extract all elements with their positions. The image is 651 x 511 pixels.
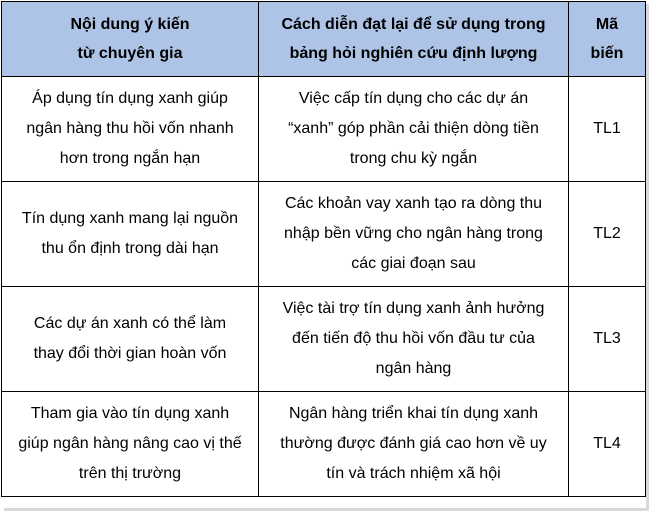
variable-code-cell <box>569 77 646 182</box>
header-variable-code <box>569 2 646 77</box>
rephrased-item-text: Việc cấp tín dụng cho các dự án “xanh” góp phần cải thiện dòng tiền trong chu kỳ ngắn <box>288 90 539 167</box>
table-row <box>2 392 646 497</box>
expert-opinion-text: Tham gia vào tín dụng xanh giúp ngân hàng nâng cao vị thế trên thị trường <box>18 405 242 482</box>
rephrased-item-cell <box>259 77 569 182</box>
variable-code-cell <box>569 182 646 287</box>
table-row <box>2 287 646 392</box>
table-row <box>2 182 646 287</box>
rephrased-item-text: Các khoản vay xanh tạo ra dòng thu nhập bền vững cho ngân hàng trong các giai đoạn sau <box>284 195 543 272</box>
expert-opinion-text: Áp dụng tín dụng xanh giúp ngân hàng thu hồi vốn nhanh hơn trong ngắn hạn <box>26 90 234 167</box>
rephrased-item-cell <box>259 392 569 497</box>
header-rephrased-item <box>259 2 569 77</box>
header-expert-opinion-label: Nội dung ý kiến từ chuyên gia <box>70 16 190 62</box>
variable-code-cell <box>569 392 646 497</box>
table-row <box>2 77 646 182</box>
expert-opinion-cell <box>2 392 259 497</box>
variable-code-text: TL4 <box>593 435 621 452</box>
variable-code-text: TL3 <box>593 330 621 347</box>
rephrased-item-text: Ngân hàng triển khai tín dụng xanh thường được đánh giá cao hơn về uy tín và trách nhiệm xã hội <box>280 405 547 482</box>
rephrased-item-cell <box>259 287 569 392</box>
header-rephrased-item-label: Cách diễn đạt lại để sử dụng trong bảng hỏi nghiên cứu định lượng <box>281 16 546 62</box>
expert-opinion-text: Tín dụng xanh mang lại nguồn thu ổn định trong dài hạn <box>21 210 239 257</box>
variable-code-cell <box>569 287 646 392</box>
header-row <box>2 2 646 77</box>
table-shadow-right <box>646 4 649 510</box>
variable-code-text: TL2 <box>593 225 621 242</box>
variable-code-text: TL1 <box>593 120 621 137</box>
header-expert-opinion <box>2 2 259 77</box>
expert-opinion-cell <box>2 287 259 392</box>
header-variable-code-label: Mã biến <box>590 16 624 62</box>
rephrased-item-text: Việc tài trợ tín dụng xanh ảnh hưởng đến tiến độ thu hồi vốn đầu tư của ngân hàng <box>282 300 545 377</box>
table-body <box>2 77 646 497</box>
expert-opinion-text: Các dự án xanh có thể làm thay đổi thời gian hoàn vốn <box>33 315 227 362</box>
table-header <box>2 2 646 77</box>
rephrased-item-cell <box>259 182 569 287</box>
survey-mapping-table <box>1 1 646 497</box>
expert-opinion-cell <box>2 182 259 287</box>
expert-opinion-cell <box>2 77 259 182</box>
